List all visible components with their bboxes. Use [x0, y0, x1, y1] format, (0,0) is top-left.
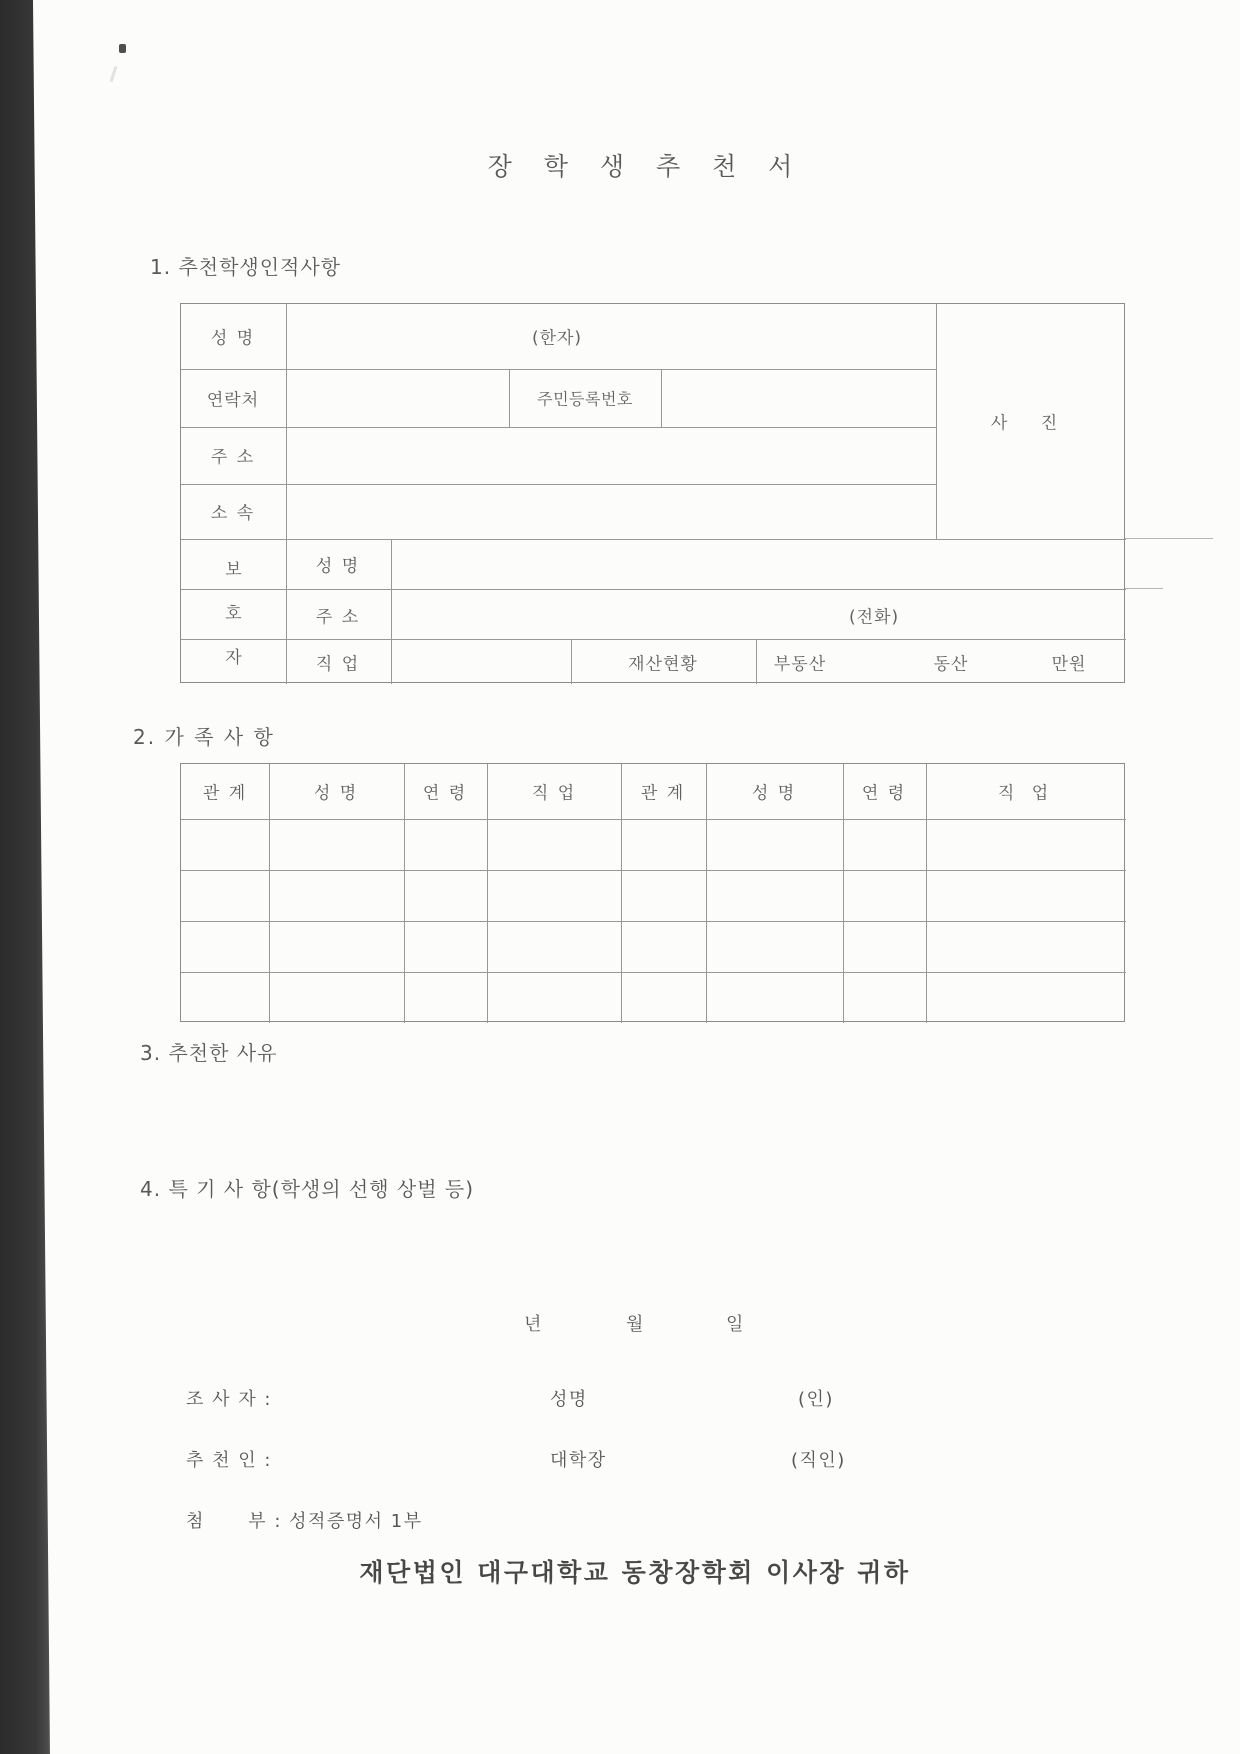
family-header-relation: 관 계 — [640, 783, 686, 804]
section-1-heading: 1. 추천학생인적사항 — [150, 255, 341, 279]
assets-label: 재산현황 — [628, 654, 698, 675]
guardian-name-label: 성 명 — [315, 556, 361, 577]
guardian-char: 보 — [225, 559, 242, 580]
grid-line — [181, 539, 1126, 540]
affiliation-label: 소 속 — [210, 503, 256, 524]
recommender-seal-label: (직인) — [791, 1450, 846, 1471]
grid-line — [391, 539, 392, 684]
guardian-char: 호 — [225, 603, 242, 624]
real-estate-label: 부동산 — [773, 654, 827, 675]
family-header-age: 연 령 — [422, 783, 468, 804]
grid-line — [487, 764, 488, 1023]
grid-line — [621, 764, 622, 1023]
recommender-title-label: 대학장 — [550, 1450, 607, 1471]
family-header-job: 직 업 — [997, 783, 1055, 804]
grid-line — [181, 921, 1126, 922]
guardian-job-label: 직 업 — [315, 654, 361, 675]
photo-placeholder-label: 사 진 — [990, 413, 1072, 434]
guardian-phone-label: (전화) — [849, 607, 900, 628]
page-title: 장 학 생 추 천 서 — [487, 152, 805, 181]
date-day-label: 일 — [726, 1314, 744, 1335]
address-label: 주 소 — [210, 447, 256, 468]
date-year-label: 년 — [524, 1314, 542, 1335]
resident-id-label: 주민등록번호 — [537, 389, 633, 409]
guardian-vertical-label — [181, 539, 286, 684]
scan-speck — [119, 44, 126, 53]
grid-line — [181, 484, 936, 485]
movables-label: 동산 — [933, 654, 969, 675]
unit-label: 만원 — [1051, 654, 1087, 675]
recommender-label: 추 천 인 : — [186, 1450, 272, 1471]
grid-line — [181, 369, 936, 370]
grid-line — [843, 764, 844, 1023]
scan-smudge — [110, 66, 118, 82]
investigator-label: 조 사 자 : — [186, 1389, 272, 1410]
hanja-label: (한자) — [531, 328, 583, 349]
grid-line — [936, 304, 937, 539]
grid-line — [926, 764, 927, 1023]
grid-line — [756, 639, 757, 684]
grid-line — [181, 819, 1126, 820]
section-2-heading: 2. 가 족 사 항 — [133, 725, 275, 749]
grid-line — [181, 639, 1126, 640]
book-binding-shadow — [0, 0, 60, 1754]
family-header-relation: 관 계 — [202, 783, 248, 804]
grid-line — [181, 427, 936, 428]
grid-line — [404, 764, 405, 1023]
attachment-label: 첨 부 : 성적증명서 1부 — [186, 1511, 423, 1532]
family-header-name: 성 명 — [751, 783, 797, 804]
family-header-job: 직 업 — [531, 783, 577, 804]
family-header-age: 연 령 — [861, 783, 907, 804]
date-month-label: 월 — [626, 1314, 644, 1335]
investigator-name-label: 성명 — [550, 1389, 588, 1410]
grid-line — [181, 870, 1126, 871]
contact-label: 연락처 — [206, 390, 260, 411]
personal-info-table — [180, 303, 1125, 683]
grid-line — [706, 764, 707, 1023]
scan-artifact-line — [1125, 588, 1163, 589]
section-3-heading: 3. 추천한 사유 — [140, 1041, 278, 1065]
scan-artifact-line — [1125, 538, 1213, 539]
grid-line — [509, 369, 510, 427]
family-header-name: 성 명 — [313, 783, 359, 804]
grid-line — [181, 972, 1126, 973]
guardian-char: 자 — [225, 648, 242, 669]
grid-line — [269, 764, 270, 1023]
grid-line — [661, 369, 662, 427]
investigator-seal-label: (인) — [798, 1389, 834, 1410]
section-4-heading: 4. 특 기 사 항(학생의 선행 상벌 등) — [140, 1177, 475, 1201]
guardian-address-label: 주 소 — [315, 607, 361, 628]
grid-line — [571, 639, 572, 684]
closing-address-line: 재단법인 대구대학교 동창장학회 이사장 귀하 — [359, 1558, 911, 1587]
name-label: 성 명 — [210, 328, 256, 349]
family-table — [180, 763, 1125, 1022]
grid-line — [181, 589, 1126, 590]
grid-line — [286, 304, 287, 684]
